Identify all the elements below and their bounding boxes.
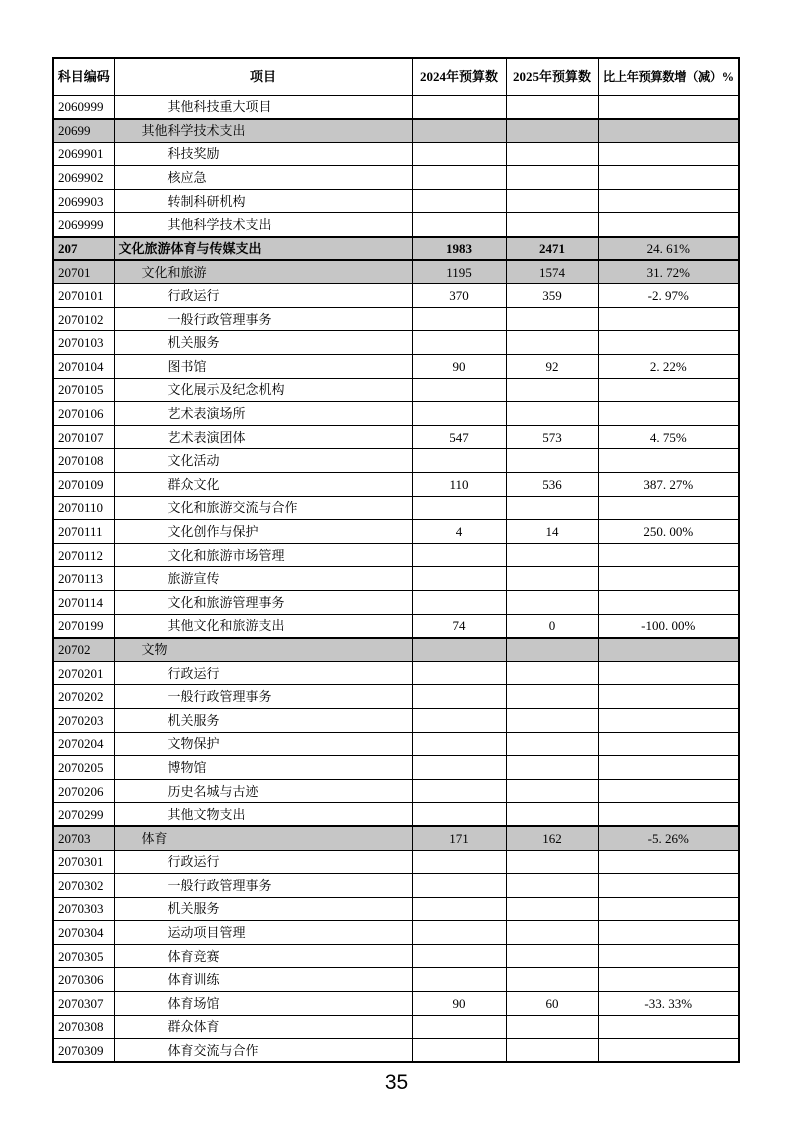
budget-2024-cell [412, 402, 506, 426]
change-pct-cell: 31. 72% [598, 260, 739, 284]
budget-table [52, 57, 740, 1063]
table-row [53, 638, 739, 662]
budget-2024-cell: 74 [412, 614, 506, 638]
change-pct-cell [598, 874, 739, 898]
change-pct-cell [598, 590, 739, 614]
change-pct-cell [598, 307, 739, 331]
item-name-cell: 文化和旅游交流与合作 [114, 496, 412, 520]
change-pct-cell [598, 897, 739, 921]
table-row [53, 614, 739, 638]
budget-2024-cell: 370 [412, 284, 506, 308]
subject-code-cell: 2069902 [53, 166, 114, 190]
budget-2024-cell [412, 567, 506, 591]
budget-2025-cell: 2471 [506, 237, 598, 261]
table-row [53, 213, 739, 237]
budget-2025-cell [506, 803, 598, 827]
budget-2025-cell [506, 307, 598, 331]
table-row [53, 237, 739, 261]
subject-code-cell: 2070111 [53, 520, 114, 544]
table-row [53, 355, 739, 379]
item-name-cell: 体育交流与合作 [114, 1039, 412, 1063]
budget-2025-cell [506, 119, 598, 143]
budget-2025-cell [506, 1015, 598, 1039]
subject-code-cell: 20702 [53, 638, 114, 662]
change-pct-cell [598, 496, 739, 520]
budget-2025-cell [506, 543, 598, 567]
table-row [53, 520, 739, 544]
subject-code-cell: 2070304 [53, 921, 114, 945]
table-row [53, 402, 739, 426]
change-pct-cell [598, 708, 739, 732]
budget-2024-cell [412, 661, 506, 685]
budget-2025-cell [506, 567, 598, 591]
table-row [53, 661, 739, 685]
budget-2024-cell [412, 921, 506, 945]
table-row [53, 874, 739, 898]
change-pct-cell [598, 850, 739, 874]
item-name-cell: 行政运行 [114, 850, 412, 874]
table-row [53, 496, 739, 520]
budget-2025-cell [506, 968, 598, 992]
budget-2024-cell [412, 874, 506, 898]
subject-code-cell: 2070308 [53, 1015, 114, 1039]
subject-code-cell: 2070110 [53, 496, 114, 520]
table-row [53, 803, 739, 827]
table-row [53, 685, 739, 709]
change-pct-cell [598, 189, 739, 213]
budget-2025-cell [506, 449, 598, 473]
header-subject-code: 科目编码 [53, 58, 114, 95]
budget-2025-cell [506, 590, 598, 614]
item-name-cell: 文物保护 [114, 732, 412, 756]
subject-code-cell: 2070301 [53, 850, 114, 874]
subject-code-cell: 2070309 [53, 1039, 114, 1063]
budget-2024-cell [412, 189, 506, 213]
change-pct-cell [598, 968, 739, 992]
table-row [53, 260, 739, 284]
budget-2025-cell [506, 142, 598, 166]
budget-2024-cell [412, 543, 506, 567]
budget-2024-cell [412, 496, 506, 520]
subject-code-cell: 2070109 [53, 473, 114, 497]
budget-2024-cell [412, 803, 506, 827]
change-pct-cell [598, 944, 739, 968]
change-pct-cell [598, 661, 739, 685]
item-name-cell: 体育场馆 [114, 992, 412, 1016]
item-name-cell: 科技奖励 [114, 142, 412, 166]
change-pct-cell [598, 166, 739, 190]
budget-2024-cell: 4 [412, 520, 506, 544]
budget-2025-cell [506, 850, 598, 874]
budget-2024-cell [412, 779, 506, 803]
item-name-cell: 机关服务 [114, 897, 412, 921]
table-row [53, 850, 739, 874]
item-name-cell: 转制科研机构 [114, 189, 412, 213]
item-name-cell: 运动项目管理 [114, 921, 412, 945]
item-name-cell: 文化活动 [114, 449, 412, 473]
table-row [53, 1015, 739, 1039]
item-name-cell: 一般行政管理事务 [114, 685, 412, 709]
subject-code-cell: 2069999 [53, 213, 114, 237]
budget-2025-cell: 92 [506, 355, 598, 379]
table-row [53, 826, 739, 850]
subject-code-cell: 2070101 [53, 284, 114, 308]
subject-code-cell: 2070107 [53, 425, 114, 449]
subject-code-cell: 20699 [53, 119, 114, 143]
subject-code-cell: 2060999 [53, 95, 114, 119]
table-row [53, 473, 739, 497]
subject-code-cell: 2070108 [53, 449, 114, 473]
budget-2025-cell: 573 [506, 425, 598, 449]
change-pct-cell: -100. 00% [598, 614, 739, 638]
item-name-cell: 体育 [114, 826, 412, 850]
subject-code-cell: 2070205 [53, 756, 114, 780]
budget-table-body [53, 95, 739, 1062]
change-pct-cell [598, 779, 739, 803]
change-pct-cell [598, 142, 739, 166]
subject-code-cell: 2070201 [53, 661, 114, 685]
budget-2024-cell: 110 [412, 473, 506, 497]
item-name-cell: 行政运行 [114, 661, 412, 685]
subject-code-cell: 2070103 [53, 331, 114, 355]
table-row [53, 897, 739, 921]
budget-2025-cell: 162 [506, 826, 598, 850]
table-row [53, 590, 739, 614]
budget-2024-cell [412, 1015, 506, 1039]
budget-2025-cell [506, 496, 598, 520]
subject-code-cell: 2070113 [53, 567, 114, 591]
change-pct-cell [598, 567, 739, 591]
table-row [53, 1039, 739, 1063]
change-pct-cell [598, 1015, 739, 1039]
change-pct-cell [598, 402, 739, 426]
header-row [53, 58, 739, 95]
budget-2025-cell: 359 [506, 284, 598, 308]
table-header [53, 58, 739, 95]
item-name-cell: 艺术表演团体 [114, 425, 412, 449]
budget-2024-cell [412, 685, 506, 709]
item-name-cell: 文化创作与保护 [114, 520, 412, 544]
change-pct-cell: 2. 22% [598, 355, 739, 379]
budget-2024-cell: 547 [412, 425, 506, 449]
change-pct-cell [598, 95, 739, 119]
budget-2025-cell [506, 402, 598, 426]
change-pct-cell: 4. 75% [598, 425, 739, 449]
item-name-cell: 其他科技重大项目 [114, 95, 412, 119]
budget-2025-cell [506, 1039, 598, 1063]
budget-2025-cell: 536 [506, 473, 598, 497]
change-pct-cell [598, 543, 739, 567]
item-name-cell: 图书馆 [114, 355, 412, 379]
item-name-cell: 文物 [114, 638, 412, 662]
budget-2025-cell [506, 638, 598, 662]
table-row [53, 284, 739, 308]
header-change-pct: 比上年预算数增（减）% [598, 58, 739, 95]
item-name-cell: 机关服务 [114, 708, 412, 732]
subject-code-cell: 2070199 [53, 614, 114, 638]
budget-2024-cell: 90 [412, 355, 506, 379]
change-pct-cell [598, 331, 739, 355]
change-pct-cell: 24. 61% [598, 237, 739, 261]
budget-2024-cell [412, 449, 506, 473]
change-pct-cell: 250. 00% [598, 520, 739, 544]
item-name-cell: 文化展示及纪念机构 [114, 378, 412, 402]
change-pct-cell: -2. 97% [598, 284, 739, 308]
table-row [53, 307, 739, 331]
change-pct-cell [598, 803, 739, 827]
change-pct-cell [598, 685, 739, 709]
table-row [53, 968, 739, 992]
subject-code-cell: 2070307 [53, 992, 114, 1016]
item-name-cell: 机关服务 [114, 331, 412, 355]
budget-2024-cell [412, 142, 506, 166]
table-row [53, 95, 739, 119]
table-row [53, 708, 739, 732]
table-row [53, 992, 739, 1016]
budget-2024-cell [412, 732, 506, 756]
header-budget-2024: 2024年预算数 [412, 58, 506, 95]
budget-2024-cell [412, 944, 506, 968]
table-row [53, 921, 739, 945]
budget-2025-cell [506, 779, 598, 803]
change-pct-cell [598, 449, 739, 473]
subject-code-cell: 20701 [53, 260, 114, 284]
item-name-cell: 旅游宣传 [114, 567, 412, 591]
budget-2024-cell [412, 850, 506, 874]
budget-2024-cell: 1983 [412, 237, 506, 261]
budget-2024-cell [412, 756, 506, 780]
change-pct-cell [598, 378, 739, 402]
change-pct-cell [598, 213, 739, 237]
change-pct-cell [598, 732, 739, 756]
header-item: 项目 [114, 58, 412, 95]
budget-2024-cell [412, 331, 506, 355]
subject-code-cell: 2069901 [53, 142, 114, 166]
budget-2025-cell [506, 95, 598, 119]
budget-2024-cell [412, 213, 506, 237]
item-name-cell: 艺术表演场所 [114, 402, 412, 426]
budget-2024-cell [412, 708, 506, 732]
item-name-cell: 体育竞赛 [114, 944, 412, 968]
item-name-cell: 一般行政管理事务 [114, 874, 412, 898]
table-row [53, 732, 739, 756]
item-name-cell: 博物馆 [114, 756, 412, 780]
item-name-cell: 其他科学技术支出 [114, 213, 412, 237]
subject-code-cell: 2070303 [53, 897, 114, 921]
header-budget-2025: 2025年预算数 [506, 58, 598, 95]
subject-code-cell: 2070105 [53, 378, 114, 402]
item-name-cell: 群众体育 [114, 1015, 412, 1039]
budget-2025-cell [506, 189, 598, 213]
budget-2025-cell [506, 213, 598, 237]
table-row [53, 378, 739, 402]
table-row [53, 756, 739, 780]
change-pct-cell: 387. 27% [598, 473, 739, 497]
budget-2025-cell [506, 921, 598, 945]
budget-2025-cell: 60 [506, 992, 598, 1016]
item-name-cell: 一般行政管理事务 [114, 307, 412, 331]
subject-code-cell: 2070102 [53, 307, 114, 331]
item-name-cell: 体育训练 [114, 968, 412, 992]
budget-2024-cell [412, 307, 506, 331]
subject-code-cell: 2070104 [53, 355, 114, 379]
budget-2024-cell [412, 166, 506, 190]
budget-2024-cell [412, 119, 506, 143]
budget-2024-cell [412, 897, 506, 921]
table-row [53, 189, 739, 213]
budget-2025-cell [506, 331, 598, 355]
budget-2025-cell [506, 874, 598, 898]
subject-code-cell: 2070206 [53, 779, 114, 803]
table-row [53, 543, 739, 567]
subject-code-cell: 2070305 [53, 944, 114, 968]
subject-code-cell: 207 [53, 237, 114, 261]
subject-code-cell: 2070299 [53, 803, 114, 827]
budget-2025-cell [506, 756, 598, 780]
change-pct-cell [598, 756, 739, 780]
budget-2024-cell: 90 [412, 992, 506, 1016]
item-name-cell: 历史名城与古迹 [114, 779, 412, 803]
budget-2025-cell: 0 [506, 614, 598, 638]
subject-code-cell: 2069903 [53, 189, 114, 213]
subject-code-cell: 2070204 [53, 732, 114, 756]
subject-code-cell: 20703 [53, 826, 114, 850]
table-row [53, 944, 739, 968]
change-pct-cell: -5. 26% [598, 826, 739, 850]
item-name-cell: 文化旅游体育与传媒支出 [114, 237, 412, 261]
change-pct-cell: -33. 33% [598, 992, 739, 1016]
budget-2025-cell [506, 944, 598, 968]
table-row [53, 425, 739, 449]
change-pct-cell [598, 1039, 739, 1063]
change-pct-cell [598, 119, 739, 143]
subject-code-cell: 2070114 [53, 590, 114, 614]
item-name-cell: 其他文化和旅游支出 [114, 614, 412, 638]
subject-code-cell: 2070202 [53, 685, 114, 709]
budget-2024-cell [412, 1039, 506, 1063]
budget-2025-cell [506, 661, 598, 685]
budget-2024-cell: 171 [412, 826, 506, 850]
budget-2024-cell [412, 968, 506, 992]
budget-2024-cell [412, 378, 506, 402]
subject-code-cell: 2070302 [53, 874, 114, 898]
budget-2025-cell [506, 897, 598, 921]
budget-2024-cell [412, 95, 506, 119]
item-name-cell: 群众文化 [114, 473, 412, 497]
change-pct-cell [598, 638, 739, 662]
table-row [53, 779, 739, 803]
table-row [53, 166, 739, 190]
table-row [53, 331, 739, 355]
table-row [53, 119, 739, 143]
budget-2025-cell [506, 732, 598, 756]
item-name-cell: 其他科学技术支出 [114, 119, 412, 143]
budget-2025-cell [506, 708, 598, 732]
budget-2025-cell [506, 166, 598, 190]
budget-2025-cell [506, 685, 598, 709]
budget-2024-cell [412, 638, 506, 662]
item-name-cell: 核应急 [114, 166, 412, 190]
subject-code-cell: 2070106 [53, 402, 114, 426]
budget-2025-cell: 14 [506, 520, 598, 544]
budget-2024-cell: 1195 [412, 260, 506, 284]
subject-code-cell: 2070306 [53, 968, 114, 992]
table-row [53, 449, 739, 473]
table-row [53, 142, 739, 166]
table-row [53, 567, 739, 591]
item-name-cell: 行政运行 [114, 284, 412, 308]
item-name-cell: 其他文物支出 [114, 803, 412, 827]
item-name-cell: 文化和旅游管理事务 [114, 590, 412, 614]
page-number: 35 [384, 1071, 409, 1094]
subject-code-cell: 2070203 [53, 708, 114, 732]
budget-2025-cell: 1574 [506, 260, 598, 284]
budget-2024-cell [412, 590, 506, 614]
change-pct-cell [598, 921, 739, 945]
item-name-cell: 文化和旅游 [114, 260, 412, 284]
subject-code-cell: 2070112 [53, 543, 114, 567]
item-name-cell: 文化和旅游市场管理 [114, 543, 412, 567]
budget-2025-cell [506, 378, 598, 402]
